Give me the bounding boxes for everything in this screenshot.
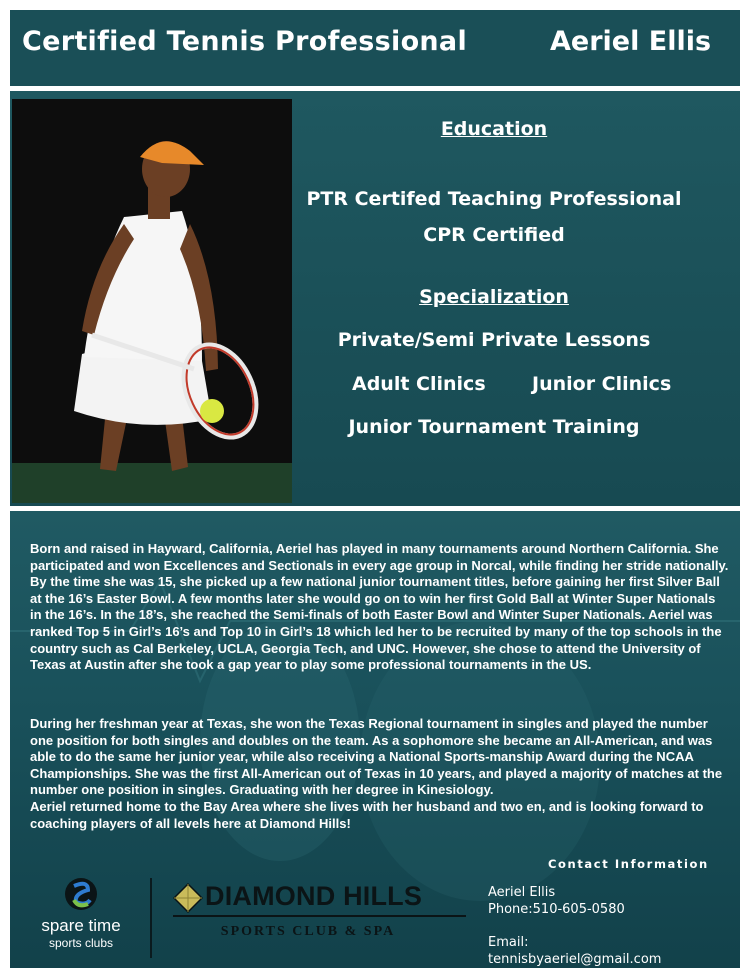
header-bar (10, 10, 740, 86)
specialization-heading: Specialization (419, 286, 569, 308)
diamond-hills-rule (173, 915, 466, 917)
diamond-hills-logo (173, 881, 468, 947)
contact-heading: Contact Information (548, 857, 709, 871)
logo-separator (150, 878, 152, 958)
diamond-hills-name: DIAMOND HILLS (205, 881, 423, 911)
contact-email-label: Email: (488, 935, 529, 950)
bio-paragraph-2 (30, 716, 730, 832)
tennis-player-illustration (12, 99, 292, 503)
diamond-hills-tagline: SPORTS CLUB & SPA (220, 924, 396, 939)
specialization-tournament-training: Junior Tournament Training (348, 416, 640, 438)
credentials-panel (300, 91, 740, 506)
spare-time-tagline: sports clubs (48, 936, 114, 950)
spare-time-icon (26, 876, 136, 916)
contact-email: tennisbyaeriel@gmail.com (488, 952, 662, 967)
bio-paragraph-1: Born and raised in Hayward, California, Aeriel has played in many tournaments around Northern California. She participated and won Excellences and Sectionals in every age group in Norcal, while finding her stride nationally. By the time she was 15, she picked up a few national junior tournament titles, before gaining her first Silver Ball at the 16’s Easter Bowl. A few months later she would go on to win her first Gold Ball at Winter Super Nationals in the 16’s. In the 18’s, she reached the Semi-finals of both Easter Bowl and Winter Super Nationals. Aeriel was ranked Top 5 in Girl’s 16’s and Top 10 in Girl’s 18 which led her to be recruited by many of the top schools in the country such as Cal Berkeley, UCLA, Georgia Tech, and UNC. However, she chose to attend the University of Texas at Austin after she took a gap year to play some professional tournaments in the US. (30, 541, 729, 673)
coach-photo (12, 99, 292, 503)
specialization-adult-clinics: Adult Clinics (352, 373, 486, 395)
spare-time-logo (26, 876, 136, 956)
coach-name: Aeriel Ellis (550, 26, 712, 57)
contact-phone: Phone:510-605-0580 (488, 902, 625, 917)
specialization-private-lessons: Private/Semi Private Lessons (337, 329, 651, 351)
specialization-junior-clinics: Junior Clinics (532, 373, 672, 395)
upper-section (10, 91, 740, 506)
education-heading: Education (440, 118, 548, 140)
page-title: Certified Tennis Professional (22, 26, 468, 57)
contact-name: Aeriel Ellis (488, 885, 556, 900)
flyer (10, 10, 740, 968)
education-item-1: PTR Certifed Teaching Professional (306, 188, 682, 210)
bio-paragraph-3-text: Aeriel returned home to the Bay Area where she lives with her husband and two en, and is looking forward to coaching players of all levels here at Diamond Hills! (30, 798, 704, 831)
spare-time-name: spare time (41, 916, 121, 935)
education-item-2: CPR Certified (423, 224, 565, 246)
bio-paragraph-2-text: During her freshman year at Texas, she won the Texas Regional tournament in singles and played the number one position for both singles and doubles on the team. As a sophomore she became an All-American, and was able to do the same her junior year, while also receiving a National Sports-manship Award during the NCAA Championships. She was the first All-American out of Texas in 10 years, and played a majority of matches at the number one position in singles. Graduating with her degree in Kinesiology. (30, 716, 723, 798)
diamond-icon (173, 883, 203, 913)
lower-section (10, 511, 740, 968)
